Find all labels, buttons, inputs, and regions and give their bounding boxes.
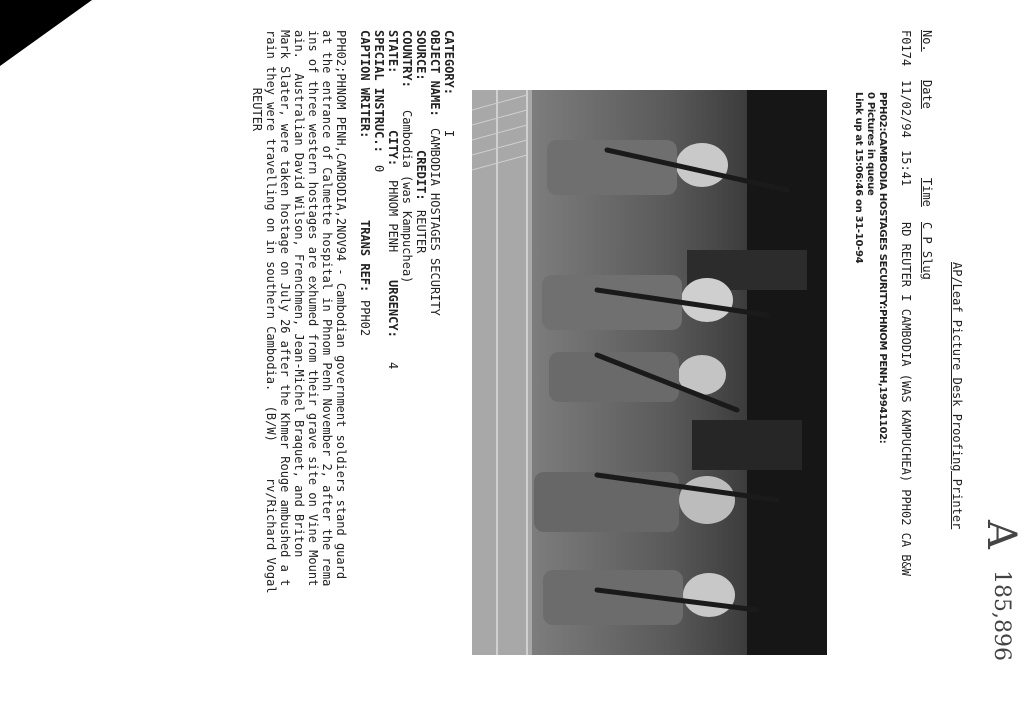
row-no: F0174 bbox=[899, 30, 913, 67]
handwritten-letter: A bbox=[978, 520, 1024, 549]
caption-line: Mark Slater, were taken hostage on July 26 after the Khmer Rouge ambushed a t bbox=[278, 30, 292, 587]
column-date: Date bbox=[920, 80, 934, 109]
meta-category-label: CATEGORY: bbox=[442, 30, 456, 96]
column-slug: C P Slug bbox=[920, 222, 934, 280]
meta-city-value: PHNOM PENH bbox=[386, 180, 400, 253]
meta-urgency-label: URGENCY: bbox=[386, 280, 400, 338]
photo-overlay-line2: 0 Pictures in queue bbox=[865, 92, 876, 196]
row-date: 11/02/94 bbox=[899, 80, 913, 138]
caption-line: PPH02;PHNOM PENH,CAMBODIA,2NOV94 - Cambodian government soldiers stand guard bbox=[334, 30, 348, 580]
row-slug: RD REUTER I CAMBODIA (WAS KAMPUCHEA) PPH02 CA B&W bbox=[899, 222, 913, 577]
meta-city-label: CITY: bbox=[386, 130, 400, 167]
news-photograph bbox=[472, 90, 827, 655]
caption-line: ain. Australian David Wilson, Frenchmen, Jean-Michel Braquet, and Briton bbox=[292, 30, 306, 558]
photo-overlay-line3: Link up at 15:06:46 on 31-10-94 bbox=[853, 92, 864, 264]
handwritten-number: 185,896 bbox=[989, 570, 1014, 661]
meta-category-value: I bbox=[442, 130, 456, 138]
caption-line: REUTER bbox=[250, 30, 264, 132]
meta-state-label: STATE: bbox=[386, 30, 400, 74]
meta-special-instruc-value: 0 bbox=[372, 165, 386, 173]
caption-line: ins of three western hostages are exhumed from their grave site on Vine Mount bbox=[306, 30, 320, 587]
column-no: No. bbox=[920, 30, 934, 52]
document-title: AP/Leaf Picture Desk Proofing Printer bbox=[950, 262, 964, 530]
meta-urgency-value: 4 bbox=[386, 362, 400, 370]
meta-source-label: SOURCE: bbox=[414, 30, 428, 81]
row-time: 15:41 bbox=[899, 150, 913, 187]
photo-overlay-line1: PPH02:CAMBODIA HOSTAGES SECURITY:PHNOM PENH,19941102: bbox=[877, 92, 888, 444]
meta-object-name-label: OBJECT NAME: bbox=[428, 30, 442, 117]
meta-trans-ref-label: TRANS REF: bbox=[358, 220, 372, 293]
meta-credit-label: CREDIT: bbox=[414, 150, 428, 201]
caption-line: rain they were travelling on in southern Cambodia. (B/W) rv/Richard Vogal bbox=[264, 30, 278, 594]
meta-trans-ref-value: PPH02 bbox=[358, 300, 372, 337]
meta-country-label: COUNTRY: bbox=[400, 30, 414, 88]
caption-line: at the entrance of Calmette hospital in Phnom Penh November 2, after the rema bbox=[320, 30, 334, 587]
meta-object-name-value: CAMBODIA HOSTAGES SECURITY bbox=[428, 128, 442, 316]
column-time: Time bbox=[920, 178, 934, 207]
meta-caption-writer-label: CAPTION WRITER: bbox=[358, 30, 372, 139]
meta-special-instruc-label: SPECIAL INSTRUC.: bbox=[372, 30, 386, 153]
meta-country-value: Cambodia (was Kampuchea) bbox=[400, 110, 414, 284]
meta-credit-value: REUTER bbox=[414, 210, 428, 254]
